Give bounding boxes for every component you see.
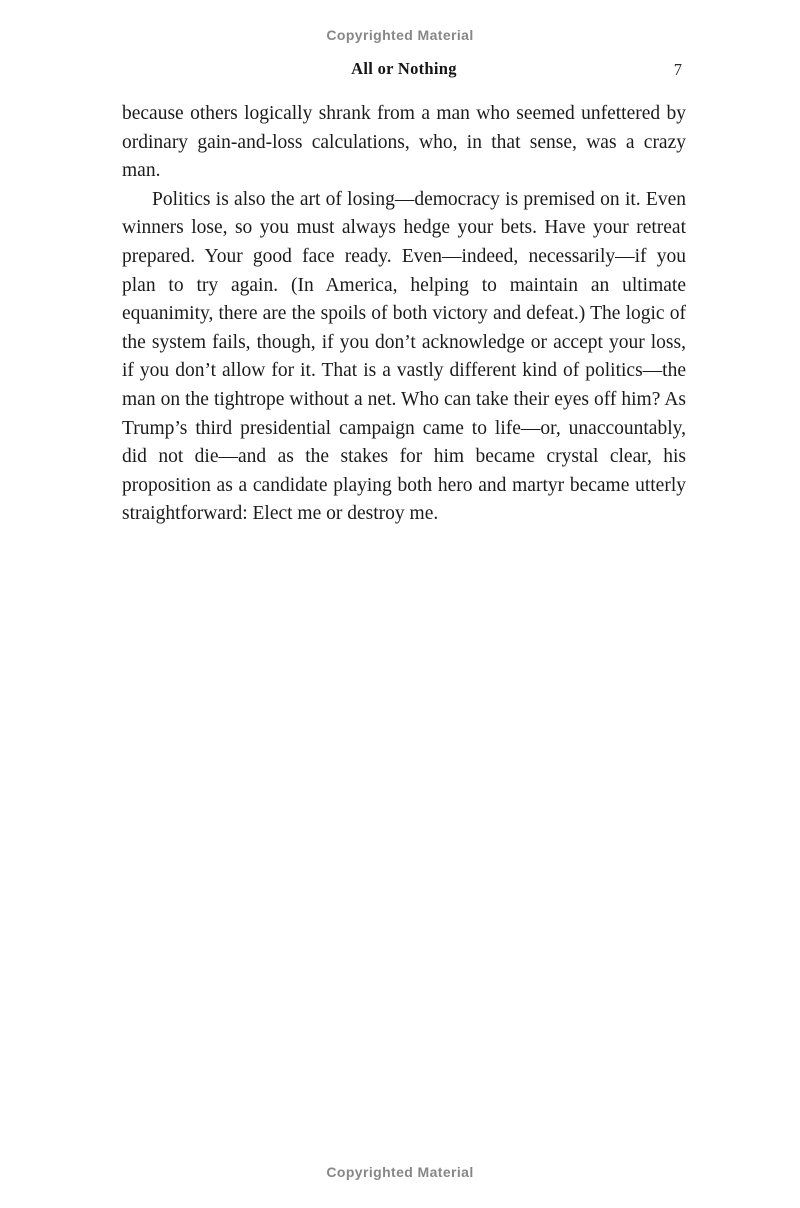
paragraph: Politics is also the art of losing—democracy is premised on it. Even winners lose, so you must always hedge your bets. Have your retreat prepared. Your good face ready. Even—indeed, necessarily—if you plan to try again. (In America, helping to maintain an ultimate equanimity, there are the spoils of both victory and defeat.) The logic of the system fails, though, if you don’t acknowledge or accept your loss, if you don’t allow for it. That is a vastly different kind of politics—the man on the tightrope without a net. Who can take their eyes off him? As Trump’s third presidential campaign came to life—or, unaccountably, did not die—and as the stakes for him became crystal clear, his proposition as a candidate playing both hero and martyr became utterly straightforward: Elect me or destroy me. xyxy=(122,188,686,525)
page-number: 7 xyxy=(673,60,682,79)
copyright-notice-bottom: Copyrighted Material xyxy=(326,1164,474,1180)
page-header xyxy=(122,59,686,83)
paragraph-continuation: because others logically shrank from a man who seemed unfettered by ordinary gain-and-loss calculations, who, in that sense, was a crazy man. xyxy=(122,103,686,182)
body-text xyxy=(122,100,686,529)
running-head: All or Nothing xyxy=(351,59,457,78)
copyright-notice-top: Copyrighted Material xyxy=(326,27,474,43)
